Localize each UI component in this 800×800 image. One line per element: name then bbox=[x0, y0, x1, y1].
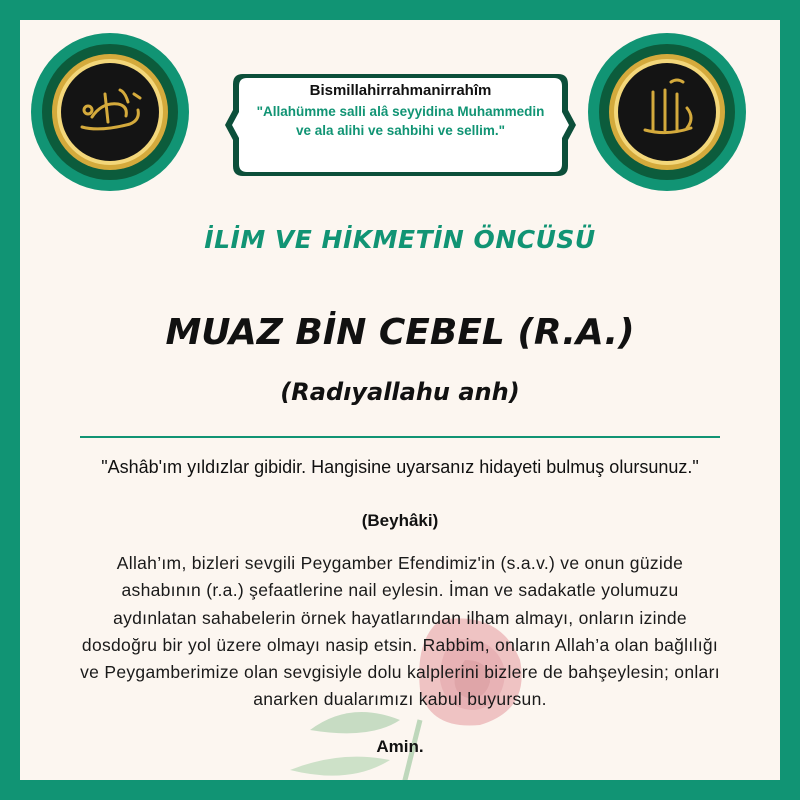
hadith-source: (Beyhâki) bbox=[361, 511, 439, 530]
salawat-banner bbox=[223, 70, 578, 180]
prayer-closing: Amin. bbox=[376, 737, 424, 756]
page-title: MUAZ BİN CEBEL (R.A.) bbox=[165, 312, 635, 353]
subtitle: İLİM VE HİKMETİN ÖNCÜSÜ bbox=[204, 225, 596, 254]
hadith-quote: "Ashâb'ım yıldızlar gibidir. Hangisine uyarsanız hidayeti bulmuş olursunuz." bbox=[101, 457, 699, 477]
salawat-text: "Allahümme salli alâ seyyidina Muhammedin ve ala alihi ve sahbihi ve sellim." bbox=[256, 104, 545, 138]
poster bbox=[20, 20, 780, 780]
muhammad-medallion bbox=[30, 32, 190, 192]
allah-medallion bbox=[587, 32, 747, 192]
prayer-text: Allah’ım, bizleri sevgili Peygamber Efendimiz'in (s.a.v.) ve onun güzide ashabının (r.a.) şefaatlerine nail eylesin. İman ve sadakatle yolumuzu aydınlatan sahabelerin örnek hayatlarından ilham almayı, onların izinde dosdoğru bir yol üzere olmayı nasip etsin. Rabbim, onların Allah’a olan bağlılığı ve Peygamberimize olan sevgisiyle dolu kalplerini bizlere de bahşeylesin; onları anarken dualarımızı kabul buyursun. bbox=[80, 553, 720, 710]
divider bbox=[80, 436, 720, 438]
bismillah-text: Bismillahirrahmanirrahîm bbox=[309, 82, 492, 99]
honorific: (Radıyallahu anh) bbox=[280, 378, 520, 406]
